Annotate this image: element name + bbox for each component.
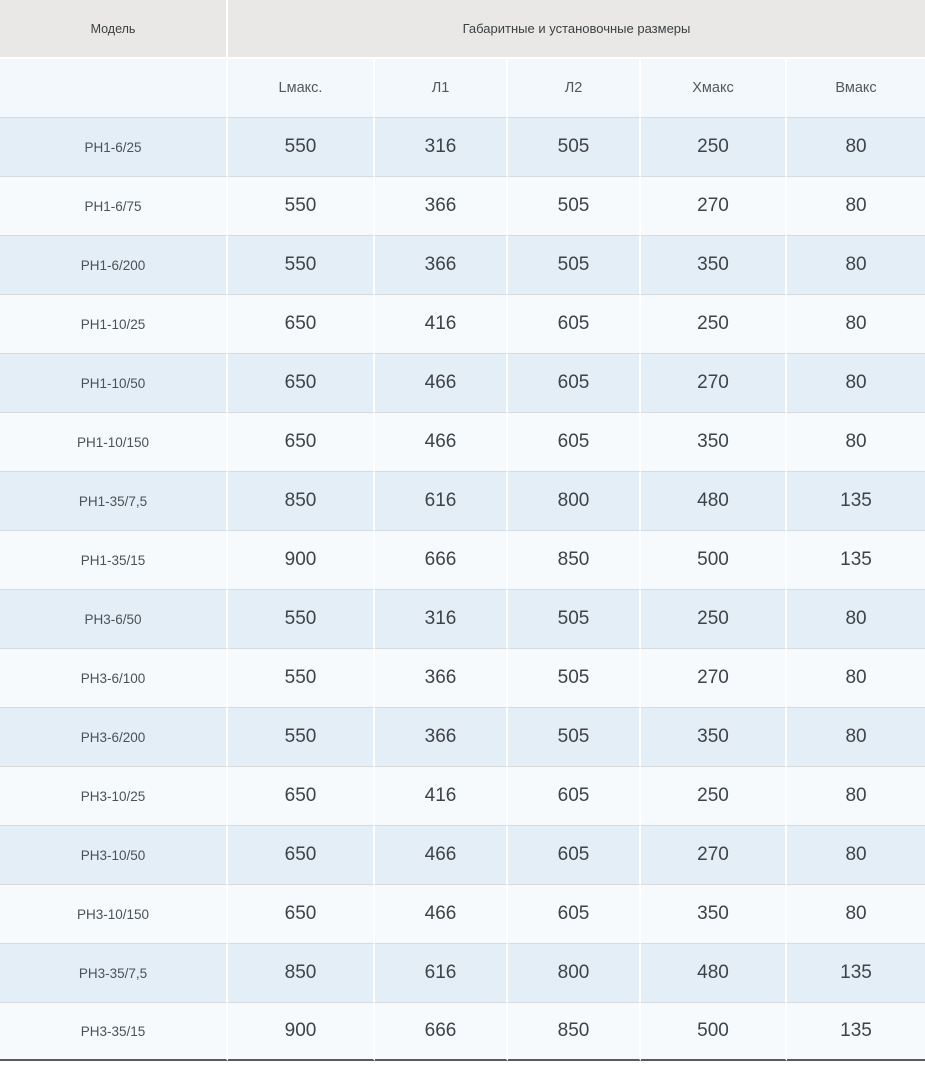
value-cell-lmax: 550 [228, 176, 375, 235]
value-cell-l1: 666 [375, 530, 508, 589]
value-cell-xmax: 500 [641, 1002, 787, 1061]
table-row [0, 707, 925, 766]
value-cell-vmax: 80 [787, 589, 925, 648]
value-cell-lmax: 650 [228, 412, 375, 471]
value-cell-vmax: 80 [787, 353, 925, 412]
table-row [0, 235, 925, 294]
table-row [0, 117, 925, 176]
model-cell: РН1-6/200 [0, 235, 228, 294]
value-cell-lmax: 550 [228, 648, 375, 707]
table-body [0, 117, 925, 1061]
model-cell: РН3-35/15 [0, 1002, 228, 1061]
value-cell-lmax: 550 [228, 117, 375, 176]
value-cell-xmax: 270 [641, 825, 787, 884]
value-cell-l2: 505 [508, 648, 641, 707]
value-cell-lmax: 550 [228, 235, 375, 294]
value-cell-l2: 505 [508, 235, 641, 294]
value-cell-l1: 466 [375, 412, 508, 471]
value-cell-lmax: 650 [228, 294, 375, 353]
column-header-lmax: Lмакс. [228, 57, 375, 117]
table-header-row [0, 0, 925, 57]
value-cell-vmax: 80 [787, 117, 925, 176]
value-cell-l1: 616 [375, 943, 508, 1002]
value-cell-xmax: 480 [641, 471, 787, 530]
model-cell: РН3-10/50 [0, 825, 228, 884]
model-cell: РН1-10/25 [0, 294, 228, 353]
value-cell-lmax: 650 [228, 825, 375, 884]
value-cell-l1: 316 [375, 589, 508, 648]
table-row [0, 825, 925, 884]
value-cell-vmax: 80 [787, 235, 925, 294]
value-cell-xmax: 350 [641, 884, 787, 943]
table-row [0, 353, 925, 412]
value-cell-xmax: 350 [641, 412, 787, 471]
value-cell-xmax: 250 [641, 117, 787, 176]
value-cell-vmax: 135 [787, 943, 925, 1002]
model-cell: РН1-6/75 [0, 176, 228, 235]
value-cell-l2: 800 [508, 943, 641, 1002]
model-cell: РН3-6/50 [0, 589, 228, 648]
value-cell-vmax: 80 [787, 176, 925, 235]
value-cell-l1: 416 [375, 766, 508, 825]
column-header-xmax: Хмакс [641, 57, 787, 117]
value-cell-l1: 366 [375, 176, 508, 235]
value-cell-l1: 366 [375, 707, 508, 766]
value-cell-xmax: 350 [641, 707, 787, 766]
model-cell: РН3-10/150 [0, 884, 228, 943]
value-cell-xmax: 270 [641, 353, 787, 412]
value-cell-xmax: 270 [641, 648, 787, 707]
table-row [0, 1002, 925, 1061]
dimensions-group-header: Габаритные и установочные размеры [228, 0, 925, 57]
value-cell-xmax: 250 [641, 766, 787, 825]
value-cell-l2: 850 [508, 1002, 641, 1061]
model-cell: РН1-10/150 [0, 412, 228, 471]
column-header-vmax: Вмакс [787, 57, 925, 117]
value-cell-l2: 605 [508, 825, 641, 884]
value-cell-vmax: 80 [787, 884, 925, 943]
value-cell-vmax: 80 [787, 294, 925, 353]
value-cell-l2: 605 [508, 294, 641, 353]
model-cell: РН3-6/100 [0, 648, 228, 707]
value-cell-l2: 800 [508, 471, 641, 530]
value-cell-xmax: 270 [641, 176, 787, 235]
value-cell-l2: 505 [508, 176, 641, 235]
table-row [0, 766, 925, 825]
value-cell-lmax: 650 [228, 884, 375, 943]
model-cell: РН1-10/50 [0, 353, 228, 412]
table-row [0, 412, 925, 471]
model-header-spacer [0, 57, 228, 117]
value-cell-vmax: 135 [787, 1002, 925, 1061]
table-row [0, 294, 925, 353]
model-cell: РН3-10/25 [0, 766, 228, 825]
value-cell-lmax: 900 [228, 1002, 375, 1061]
value-cell-vmax: 135 [787, 530, 925, 589]
model-cell: РН3-35/7,5 [0, 943, 228, 1002]
value-cell-xmax: 250 [641, 294, 787, 353]
value-cell-l1: 616 [375, 471, 508, 530]
model-cell: РН3-6/200 [0, 707, 228, 766]
value-cell-l1: 666 [375, 1002, 508, 1061]
value-cell-xmax: 350 [641, 235, 787, 294]
value-cell-l1: 366 [375, 235, 508, 294]
value-cell-l1: 316 [375, 117, 508, 176]
column-header-row [0, 57, 925, 117]
value-cell-l1: 366 [375, 648, 508, 707]
value-cell-xmax: 480 [641, 943, 787, 1002]
column-header-l1: Л1 [375, 57, 508, 117]
table-row [0, 589, 925, 648]
value-cell-l1: 466 [375, 353, 508, 412]
value-cell-vmax: 80 [787, 648, 925, 707]
model-column-header: Модель [0, 0, 228, 57]
value-cell-vmax: 135 [787, 471, 925, 530]
value-cell-vmax: 80 [787, 766, 925, 825]
table-row [0, 648, 925, 707]
value-cell-l2: 605 [508, 766, 641, 825]
value-cell-l2: 605 [508, 412, 641, 471]
table-row [0, 471, 925, 530]
value-cell-vmax: 80 [787, 412, 925, 471]
table-row [0, 176, 925, 235]
table-row [0, 943, 925, 1002]
model-cell: РН1-35/15 [0, 530, 228, 589]
value-cell-l1: 466 [375, 884, 508, 943]
value-cell-l2: 505 [508, 589, 641, 648]
value-cell-xmax: 500 [641, 530, 787, 589]
model-cell: РН1-35/7,5 [0, 471, 228, 530]
value-cell-l2: 605 [508, 884, 641, 943]
value-cell-lmax: 550 [228, 707, 375, 766]
model-cell: РН1-6/25 [0, 117, 228, 176]
value-cell-vmax: 80 [787, 707, 925, 766]
value-cell-l2: 505 [508, 117, 641, 176]
value-cell-lmax: 550 [228, 589, 375, 648]
value-cell-l1: 466 [375, 825, 508, 884]
column-header-l2: Л2 [508, 57, 641, 117]
value-cell-lmax: 650 [228, 353, 375, 412]
value-cell-lmax: 850 [228, 471, 375, 530]
value-cell-lmax: 900 [228, 530, 375, 589]
table-row [0, 530, 925, 589]
value-cell-l2: 850 [508, 530, 641, 589]
value-cell-xmax: 250 [641, 589, 787, 648]
value-cell-l1: 416 [375, 294, 508, 353]
value-cell-l2: 605 [508, 353, 641, 412]
value-cell-vmax: 80 [787, 825, 925, 884]
value-cell-l2: 505 [508, 707, 641, 766]
value-cell-lmax: 650 [228, 766, 375, 825]
value-cell-lmax: 850 [228, 943, 375, 1002]
table-row [0, 884, 925, 943]
